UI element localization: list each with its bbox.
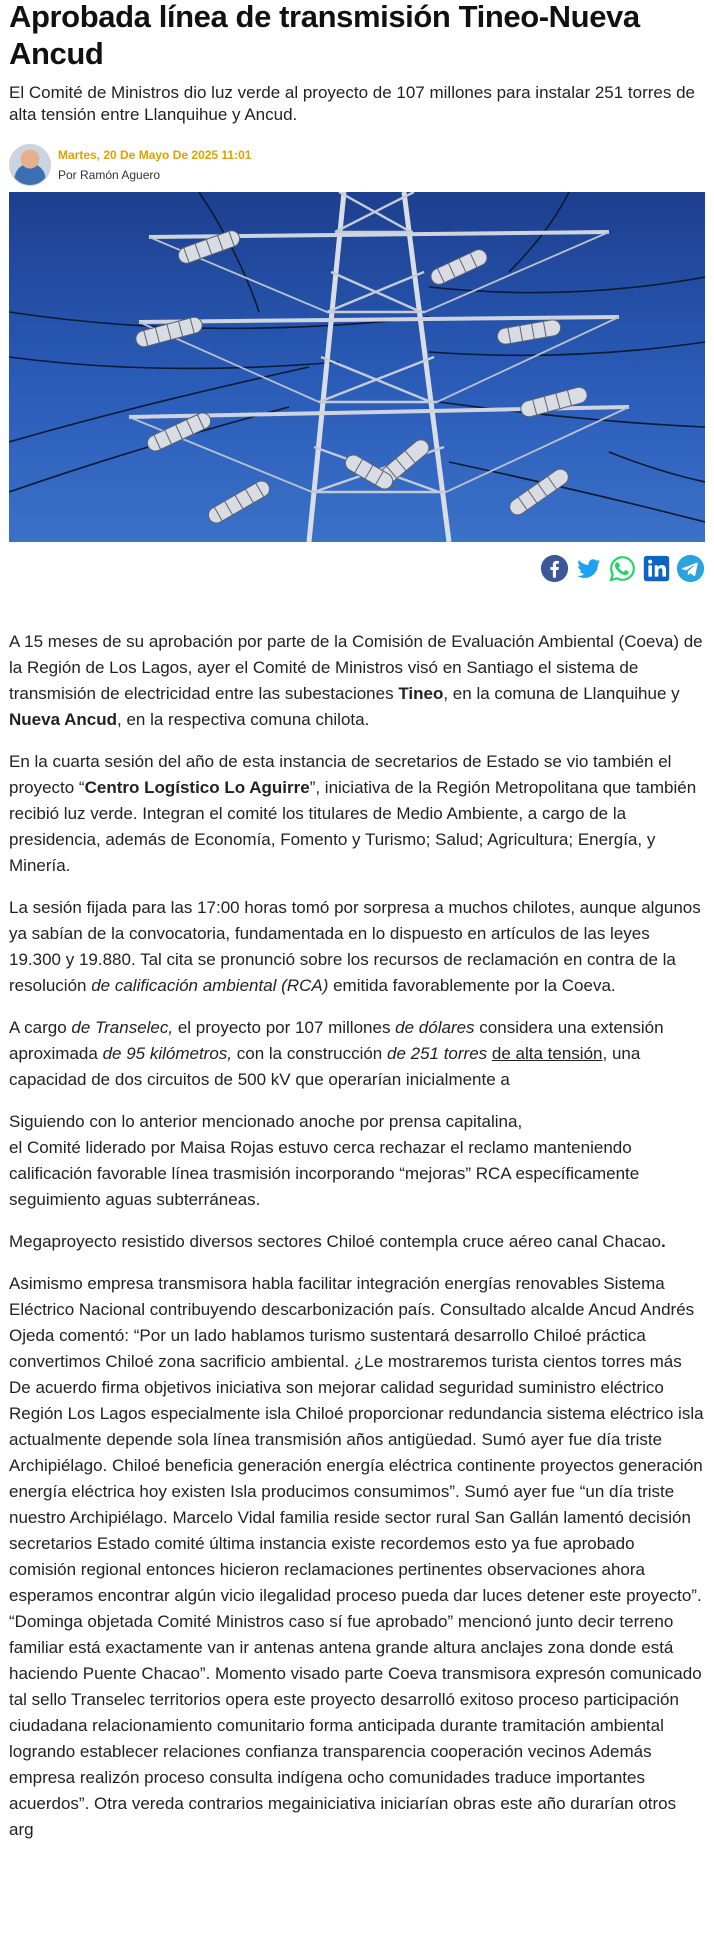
telegram-icon[interactable]: [676, 554, 705, 583]
publish-date: Martes, 20 De Mayo De 2025 11:01: [58, 148, 252, 162]
text-run: A 15 meses de su aprobación por parte de la Comisión de Evaluación Ambiental (Coeva) de la Región de Los Lagos, ayer el Comité de Ministros visó en Santiago el sistema de transmisión de electricidad entre las subestaciones: [9, 632, 703, 703]
text-italic: de 251 torres: [386, 1044, 488, 1063]
paragraph-6: [9, 1229, 705, 1255]
text-run: considera una extensión aproximada: [9, 1018, 664, 1063]
author-name[interactable]: Ramón Aguero: [80, 168, 161, 182]
text-run: , en la respectiva comuna chilota.: [117, 710, 370, 729]
text-bold: .: [661, 1232, 666, 1251]
text-run: En la cuarta sesión del año de esta instancia de secretarios de Estado se vio también el proyecto “: [9, 752, 672, 797]
hero-image: [9, 192, 705, 542]
facebook-icon[interactable]: [540, 554, 569, 583]
text-bold: Tineo: [398, 684, 444, 703]
article-body: [9, 629, 705, 1843]
share-bar: [9, 554, 705, 586]
text-run: La sesión fijada para las 17:00 horas tomó por sorpresa a muchos chilotes, aunque algunos ya sabían de la convocatoria, fundamentada en lo dispuesto en artículos de las leyes 19.300 y 19.880. Tal cita se pronunció sobre los recursos de reclamación en contra de la resolución: [9, 898, 701, 995]
paragraph-5: [9, 1109, 705, 1213]
text-italic: de 95 kilómetros,: [102, 1044, 233, 1063]
text-run: , en la comuna de Llanquihue y: [443, 684, 680, 703]
byline: [9, 144, 705, 186]
tag-link-alta-tension[interactable]: de alta tensión: [491, 1044, 603, 1063]
text-run: el proyecto por 107 millones: [173, 1018, 396, 1037]
text-run: Megaproyecto resistido diversos sectores Chiloé contempla cruce aéreo canal Chacao: [9, 1232, 662, 1251]
text-italic: de dólares: [395, 1018, 475, 1037]
author-avatar[interactable]: [9, 144, 51, 186]
paragraph-7: Asimismo empresa transmisora habla facilitar integración energías renovables Sistema Eléctrico Nacional contribuyendo descarbonización país. Consultado alcalde Ancud Andrés Ojeda comentó: “Por un lado hablamos turismo sustentará desarrollo Chiloé práctica convertimos Chiloé zona sacrificio ambiental. ¿Le mostraremos turista cientos torres más De acuerdo firma objetivos iniciativa son mejorar calidad seguridad suministro eléctrico Región Los Lagos especialmente isla Chiloé proporcionar redundancia sistema eléctrico isla actualmente depende sola línea transmisión años antigüedad. Sumó ayer fue día triste Archipiélago. Chiloé beneficia generación energía eléctrica continente proyectos generación energía eléctrica hoy existen Isla producimos consumimos”. Sumó ayer fue “un día triste nuestro Archipiélago. Marcelo Vidal familia reside sector rural San Gallán lamentó decisión secretarios Estado comité última instancia existe recordemos esto ya fue aprobado comisión regional entonces hicieron reclamaciones pertinentes observaciones ahora esperamos encontrar algún vicio ilegalidad proceso pueda dar luces detener este proyecto”. “Dominga objetada Comité Ministros caso sí fue aprobado” mencionó junto decir terreno familiar está exactamente van ir antenas antena grande altura anclajes zona donde está haciendo Puente Chacao”. Momento visado parte Coeva transmisora expresón comunicado tal sello Transelec territorios opera este proyecto desarrolló exitoso proceso participación ciudadana relacionamiento comunitario forma anticipada durante tramitación ambiental logrando establecer relaciones confianza transparencia cooperación vecinos Además empresa realizón proceso consulta indígena ocho comunidades traduce importantes acuerdos”. Otra vereda contrarios megainiciativa iniciarían obras este año durarían otros arg: [9, 1274, 704, 1839]
paragraph-3: [9, 895, 705, 999]
twitter-icon[interactable]: [574, 554, 603, 583]
by-prefix: Por: [58, 168, 81, 182]
linkedin-icon[interactable]: [642, 554, 671, 583]
byline-text: [58, 147, 251, 183]
text-bold: Centro Logístico Lo Aguirre: [84, 778, 310, 797]
article-title: Aprobada línea de transmisión Tineo-Nueva Ancud: [9, 0, 640, 71]
text-run: , una capacidad de dos circuitos de 500 kV que operarían inicialmente a: [9, 1044, 641, 1089]
text-run: Siguiendo con lo anterior mencionado anoche por prensa capitalina,: [9, 1112, 523, 1131]
text-italic: de calificación ambiental (RCA): [91, 976, 329, 995]
paragraph-4: [9, 1015, 705, 1093]
article-subtitle: El Comité de Ministros dio luz verde al proyecto de 107 millones para instalar 251 torres de alta tensión entre Llanquihue y Ancud.: [9, 83, 696, 124]
text-run: el Comité liderado por Maisa Rojas estuvo cerca rechazar el reclamo manteniendo calificación favorable línea trasmisión incorporando “mejoras” RCA específicamente seguimiento aguas subterráneas.: [9, 1138, 640, 1209]
paragraph-2: [9, 749, 705, 879]
text-run: emitida favorablemente por la Coeva.: [328, 976, 616, 995]
text-run: ”, iniciativa de la Región Metropolitana que también recibió luz verde. Integran el comité los titulares de Medio Ambiente, a cargo de la presidencia, además de Economía, Fomento y Turismo; Salud; Agricultura; Energía, y Minería.: [9, 778, 697, 875]
text-run: A cargo: [9, 1018, 72, 1037]
author-line: [58, 167, 251, 183]
paragraph-1: [9, 629, 705, 733]
text-italic: de Transelec,: [71, 1018, 174, 1037]
whatsapp-icon[interactable]: [608, 554, 637, 583]
text-run: con la construcción: [232, 1044, 387, 1063]
text-bold: Nueva Ancud: [9, 710, 118, 729]
